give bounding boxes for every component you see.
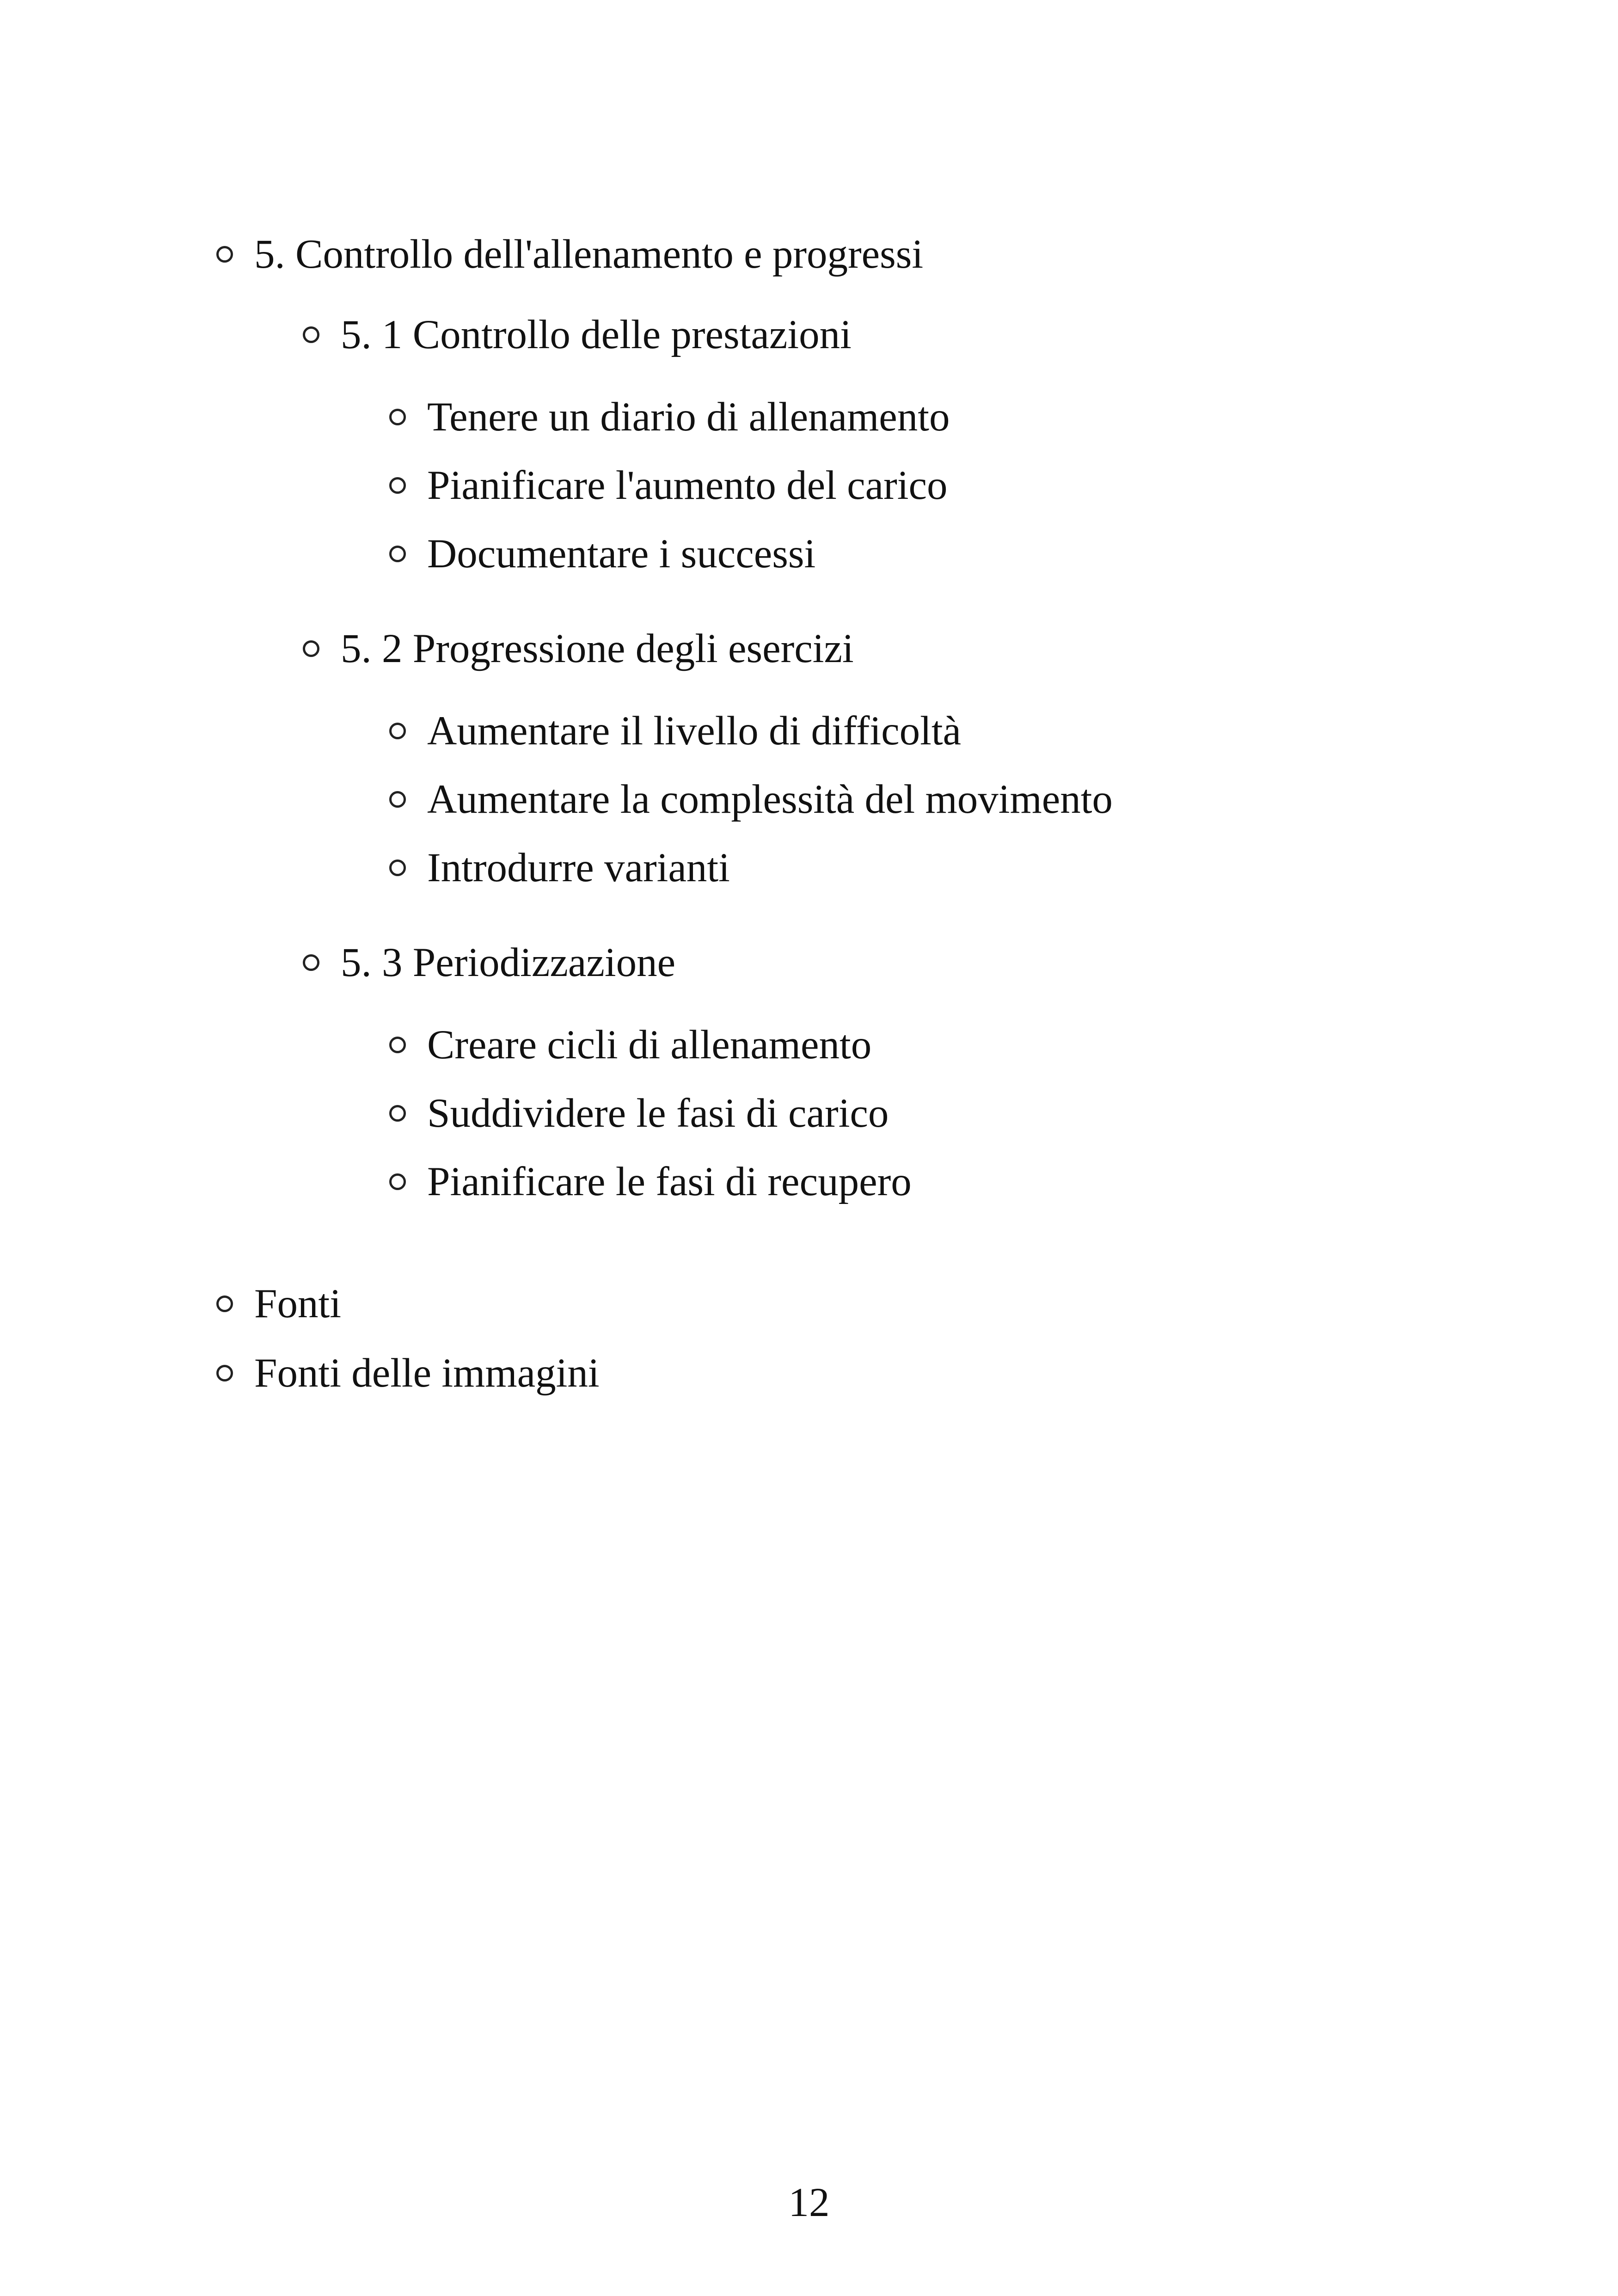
- circle-bullet-icon: [389, 546, 406, 562]
- toc-subitem: [389, 772, 1113, 827]
- toc-subitem: [389, 526, 815, 582]
- toc-subitem: [389, 703, 961, 759]
- toc-item-label: 5. 3 Periodizzazione: [341, 939, 676, 985]
- circle-bullet-icon: [389, 1037, 406, 1053]
- toc-item-label: 5. Controllo dell'allenamento e progressi: [254, 231, 924, 277]
- toc-subitem-label: Creare cicli di allenamento: [427, 1022, 872, 1068]
- toc-subitem: [389, 840, 730, 896]
- toc-subitem-label: Documentare i successi: [427, 531, 816, 577]
- circle-bullet-icon: [389, 1105, 406, 1122]
- toc-item-label: Fonti delle immagini: [254, 1350, 600, 1396]
- toc-subitem-label: Pianificare l'aumento del carico: [427, 462, 948, 508]
- toc-subitem: [389, 389, 950, 445]
- toc-item-fonti: [216, 1276, 341, 1332]
- toc-item-label: 5. 2 Progressione degli esercizi: [341, 626, 854, 671]
- toc-item-label: Fonti: [254, 1281, 341, 1326]
- toc-subitem: [389, 1154, 912, 1209]
- page-number: 12: [788, 2180, 830, 2225]
- toc-subitem: [389, 458, 948, 513]
- toc-subitem-label: Pianificare le fasi di recupero: [427, 1159, 912, 1204]
- toc-item-section-5-1: [303, 307, 852, 362]
- circle-bullet-icon: [303, 954, 319, 971]
- toc-item-label: 5. 1 Controllo delle prestazioni: [341, 312, 852, 357]
- circle-bullet-icon: [216, 1365, 233, 1381]
- toc-subitem: [389, 1086, 889, 1141]
- circle-bullet-icon: [389, 409, 406, 425]
- toc-subitem-label: Tenere un diario di allenamento: [427, 394, 950, 440]
- toc-subitem-label: Introdurre varianti: [427, 845, 730, 890]
- toc-item-section-5-3: [303, 935, 675, 990]
- toc-item-section-5: [216, 227, 923, 282]
- toc-subitem-label: Suddividere le fasi di carico: [427, 1090, 889, 1136]
- circle-bullet-icon: [303, 640, 319, 657]
- toc-subitem: [389, 1017, 871, 1073]
- circle-bullet-icon: [216, 246, 233, 263]
- circle-bullet-icon: [389, 1173, 406, 1190]
- circle-bullet-icon: [216, 1295, 233, 1312]
- toc-subitem-label: Aumentare il livello di difficoltà: [427, 708, 962, 754]
- toc-item-fonti-immagini: [216, 1345, 600, 1401]
- circle-bullet-icon: [303, 326, 319, 343]
- toc-item-section-5-2: [303, 621, 854, 676]
- circle-bullet-icon: [389, 859, 406, 876]
- circle-bullet-icon: [389, 723, 406, 739]
- circle-bullet-icon: [389, 477, 406, 494]
- toc-subitem-label: Aumentare la complessità del movimento: [427, 776, 1113, 822]
- circle-bullet-icon: [389, 791, 406, 808]
